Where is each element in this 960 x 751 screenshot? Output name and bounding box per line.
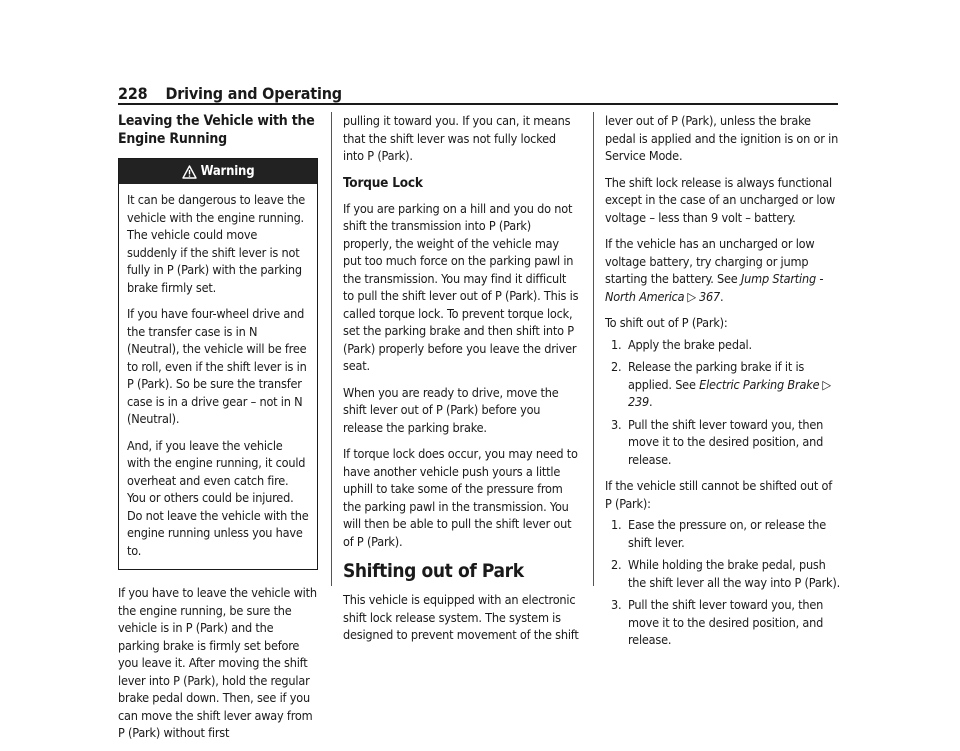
- column-2: [343, 112, 580, 653]
- list-item: [605, 516, 842, 551]
- step-text: While holding the brake pedal, push the shift lever all the way into P (Park).: [628, 557, 841, 590]
- page-reference-arrow-icon: ▷: [687, 288, 696, 304]
- body-paragraph: If you are parking on a hill and you do not shift the transmission into P (Park) properly, the weight of the vehicle may put too much force on the parking pawl in the transmission. You may find it difficult to pull the shift lever out of P (Park). This is called torque lock. To prevent torque lock, set the parking brake and then shift into P (Park) properly before you leave the driver seat.: [343, 200, 579, 373]
- step-text: Release the parking brake if it is applied. See: [628, 359, 805, 392]
- step-text: Ease the pressure on, or release the shift lever.: [628, 517, 827, 550]
- step-number: 1.: [611, 517, 622, 532]
- header-rule: [118, 103, 838, 105]
- warning-paragraph: If you have four-wheel drive and the transfer case is in N (Neutral), the vehicle will be free to roll, even if the shift lever is in P (Park). So be sure the transfer case is in a drive gear – not in N (Neutral).: [127, 306, 307, 426]
- page-number: 228: [118, 84, 148, 103]
- step-text: Pull the shift lever toward you, then move it to the desired position, and release.: [628, 416, 824, 467]
- column-3: [605, 112, 842, 658]
- list-intro: If the vehicle still cannot be shifted out of P (Park):: [605, 478, 832, 511]
- section-heading: Shifting out of Park: [343, 560, 524, 582]
- warning-triangle-icon: [182, 165, 197, 179]
- paragraph-text: If the vehicle has an uncharged or low voltage battery, try charging or jump starting the battery. See: [605, 236, 815, 286]
- section-heading: Leaving the Vehicle with the Engine Running: [118, 113, 315, 147]
- warning-box: [118, 158, 318, 570]
- page-reference[interactable]: 367: [698, 288, 720, 304]
- body-paragraph: This vehicle is equipped with an electronic shift lock release system. The system is designed to prevent movement of the shift: [343, 592, 579, 642]
- page-reference[interactable]: 239: [628, 394, 650, 409]
- warning-paragraph: And, if you leave the vehicle with the engine running, it could overheat and even catch fire. You or others could be injured. Do not leave the vehicle with the engine running unless you have to.: [127, 437, 309, 558]
- cross-reference-link[interactable]: Jump Starting - North America: [605, 271, 824, 304]
- list-item: [605, 336, 842, 354]
- list-item: [605, 596, 842, 649]
- cross-reference-link[interactable]: Electric Parking Brake: [699, 376, 820, 392]
- warning-header: [119, 159, 317, 184]
- body-paragraph: [605, 235, 842, 305]
- warning-paragraph: It can be dangerous to leave the vehicle with the engine running. The vehicle could move suddenly if the shift lever is not fully in P (Park) with the parking brake firmly set.: [127, 192, 306, 295]
- list-intro: To shift out of P (Park):: [605, 315, 728, 330]
- step-number: 1.: [611, 336, 622, 352]
- step-number: 2.: [611, 359, 622, 374]
- step-number: 2.: [611, 557, 622, 572]
- section-title: Driving and Operating: [165, 84, 342, 103]
- step-text: Apply the brake pedal.: [628, 336, 752, 352]
- step-number: 3.: [611, 597, 622, 612]
- subsection-heading: Torque Lock: [343, 174, 423, 191]
- column-divider: [331, 112, 332, 586]
- warning-body: [119, 184, 317, 569]
- body-paragraph: lever out of P (Park), unless the brake pedal is applied and the ignition is on or in Service Mode.: [605, 113, 839, 163]
- list-item: [605, 416, 842, 469]
- body-paragraph: When you are ready to drive, move the shift lever out of P (Park) before you release the parking brake.: [343, 384, 559, 435]
- steps-list: [605, 516, 842, 649]
- page-reference-arrow-icon: ▷: [822, 376, 831, 392]
- steps-list: [605, 336, 842, 469]
- body-paragraph: If you have to leave the vehicle with the engine running, be sure the vehicle is in P (Park) and the parking brake is firmly set before you leave it. After moving the shift lever into P (Park), hold the regular brake pedal down. Then, see if you can move the shift lever away from P (Park) without first: [118, 585, 317, 740]
- body-paragraph: pulling it toward you. If you can, it means that the shift lever was not fully locked into P (Park).: [343, 113, 571, 163]
- warning-title: Warning: [200, 163, 255, 179]
- step-number: 3.: [611, 416, 622, 432]
- punctuation: .: [719, 288, 724, 304]
- body-paragraph: The shift lock release is always functional except in the case of an uncharged or low voltage – less than 9 volt – battery.: [605, 174, 836, 225]
- column-divider: [593, 112, 594, 586]
- step-text: Pull the shift lever toward you, then move it to the desired position, and release.: [628, 597, 824, 647]
- punctuation: .: [649, 394, 653, 409]
- column-1: [118, 112, 318, 751]
- body-paragraph: If torque lock does occur, you may need to have another vehicle push yours a little uphill to take some of the pressure from the parking pawl in the transmission. You will then be able to pull the shift lever out of P (Park).: [343, 446, 578, 549]
- list-item: [605, 556, 842, 591]
- list-item: [605, 358, 842, 411]
